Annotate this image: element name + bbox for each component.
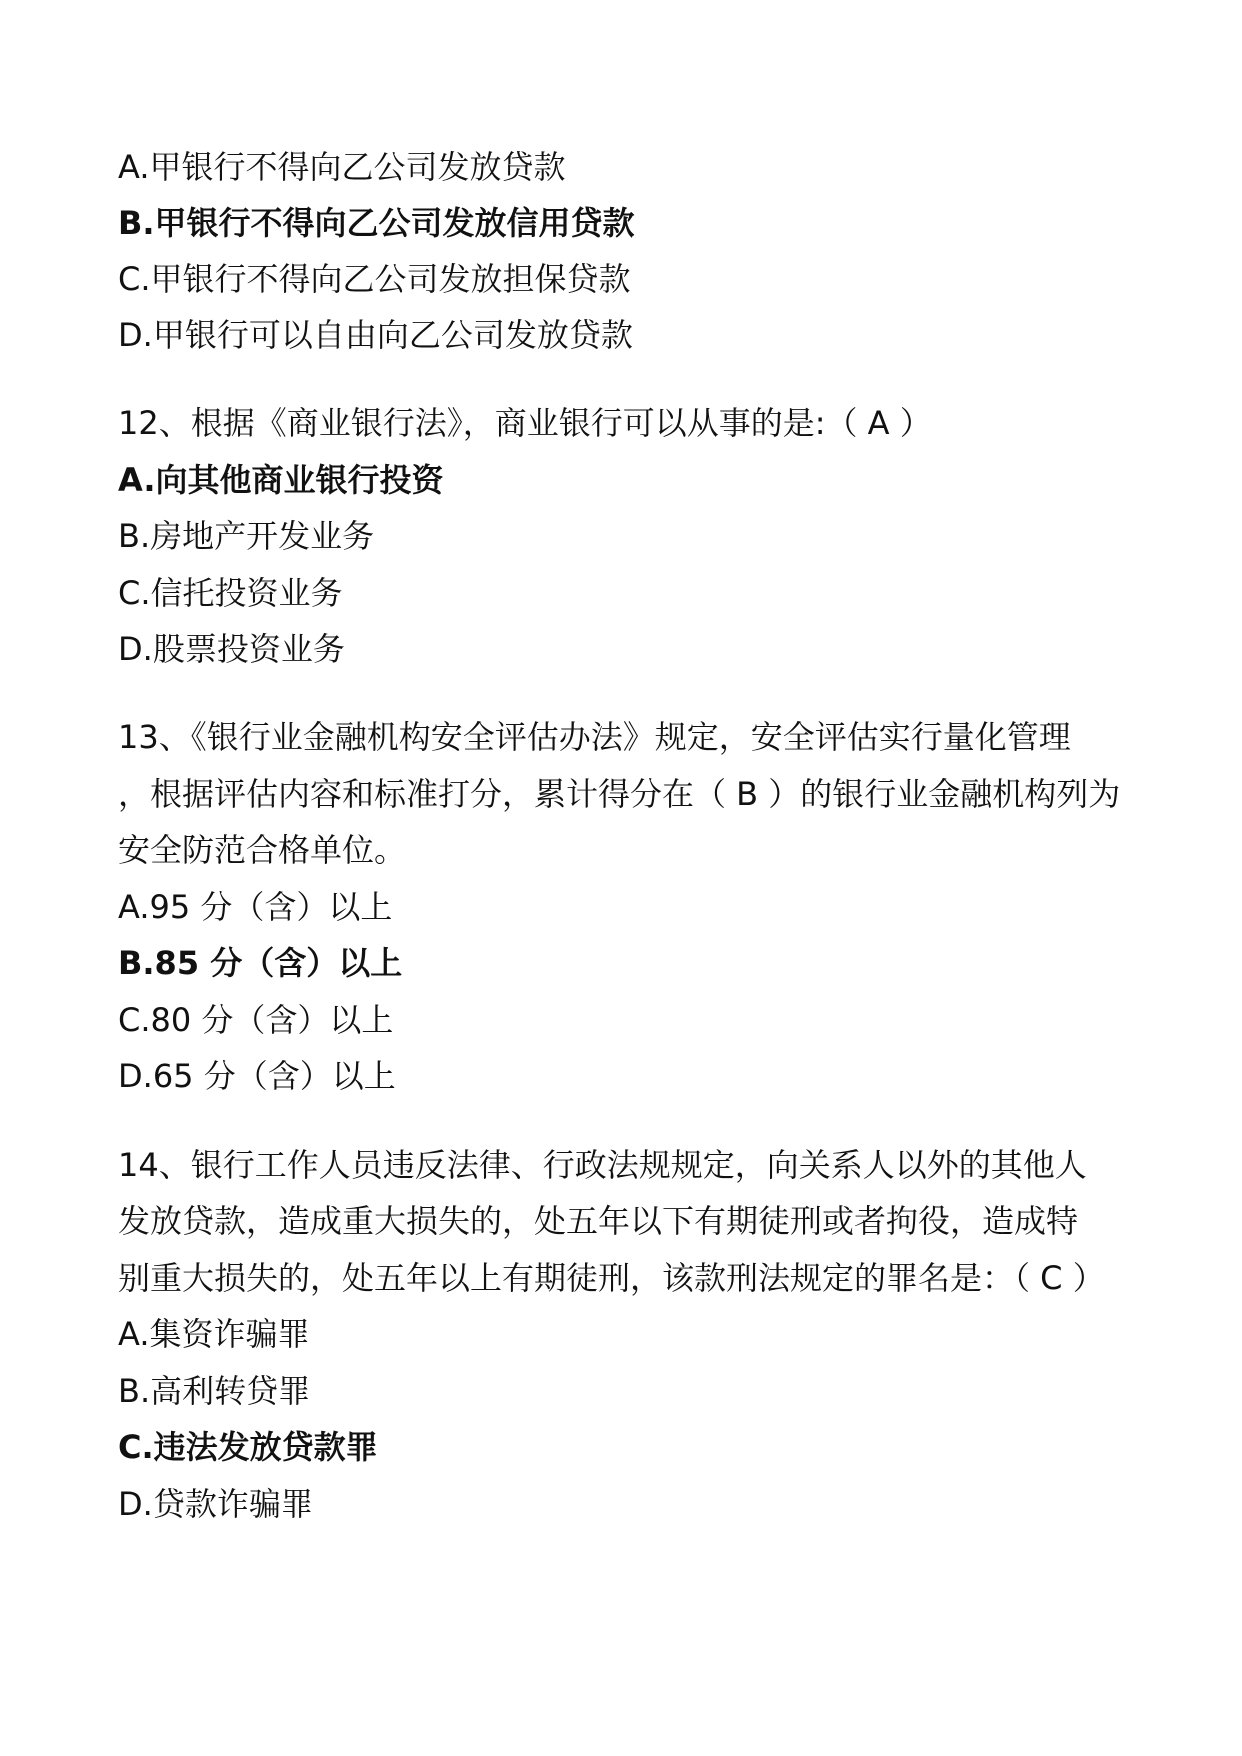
q14-option-b: B.高利转贷罪 xyxy=(118,1372,311,1410)
q12-stem: 12、根据《商业银行法》，商业银行可以从事的是:（ A ） xyxy=(118,404,932,442)
q14-option-c-answer: C.违法发放贷款罪 xyxy=(118,1428,378,1466)
q12-option-c: C.信托投资业务 xyxy=(118,574,343,612)
q13-option-c: C.80 分（含）以上 xyxy=(118,1001,394,1039)
q13-stem-line-3: 安全防范合格单位。 xyxy=(118,831,407,869)
q13-stem-line-1: 13、《银行业金融机构安全评估办法》规定，安全评估实行量化管理 xyxy=(118,718,1071,756)
q13-option-a: A.95 分（含）以上 xyxy=(118,888,393,926)
q14-stem-line-1: 14、银行工作人员违反法律、行政法规规定，向关系人以外的其他人 xyxy=(118,1146,1087,1184)
q14-option-d: D.贷款诈骗罪 xyxy=(118,1485,313,1523)
q14-option-a: A.集资诈骗罪 xyxy=(118,1315,310,1353)
q11-option-d: D.甲银行可以自由向乙公司发放贷款 xyxy=(118,316,633,354)
q12-option-b: B.房地产开发业务 xyxy=(118,517,375,555)
q13-option-b-answer: B.85 分（含）以上 xyxy=(118,944,403,982)
q14-stem-line-2: 发放贷款，造成重大损失的，处五年以下有期徒刑或者拘役，造成特 xyxy=(118,1202,1079,1240)
q11-option-a: A.甲银行不得向乙公司发放贷款 xyxy=(118,148,566,186)
q13-stem-line-2: ，根据评估内容和标准打分，累计得分在（ B ）的银行业金融机构列为 xyxy=(118,775,1121,813)
q12-option-a-answer: A.向其他商业银行投资 xyxy=(118,461,444,499)
q14-stem-line-3: 别重大损失的，处五年以上有期徒刑，该款刑法规定的罪名是：（ C ） xyxy=(118,1259,1105,1297)
q12-option-d: D.股票投资业务 xyxy=(118,630,345,668)
q13-option-d: D.65 分（含）以上 xyxy=(118,1057,396,1095)
q11-option-c: C.甲银行不得向乙公司发放担保贷款 xyxy=(118,260,631,298)
q11-option-b-answer: B.甲银行不得向乙公司发放信用贷款 xyxy=(118,204,635,242)
